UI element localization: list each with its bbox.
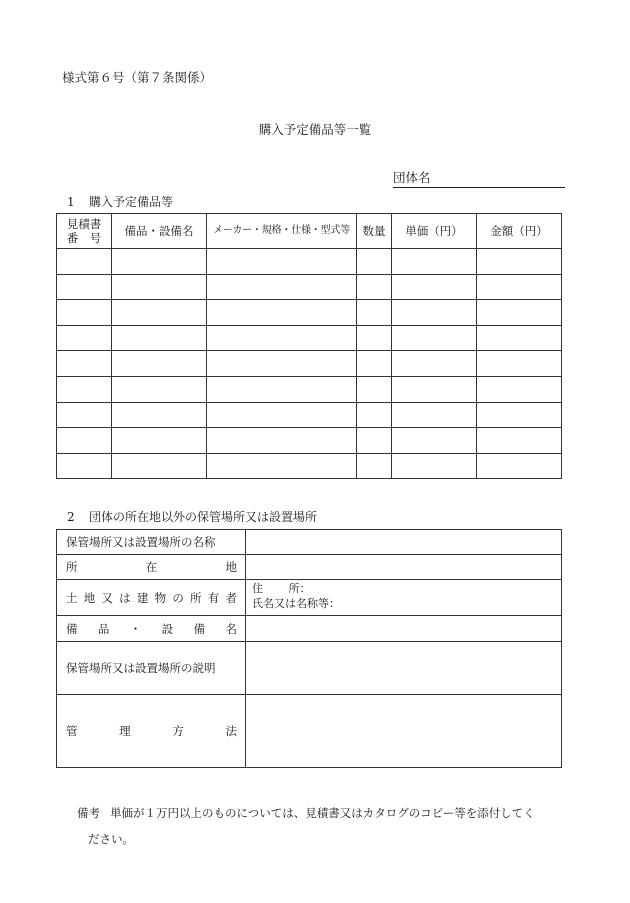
table-row: [57, 274, 562, 300]
table-row: [57, 428, 562, 454]
row-owner: [57, 580, 562, 616]
section2-number: 2: [67, 510, 75, 524]
item-cell-amount[interactable]: [477, 402, 562, 428]
table-row: [57, 325, 562, 351]
remarks-text-line2: ださい。: [88, 832, 134, 846]
form-number: 様式第６号（第７条関係）: [62, 70, 213, 85]
item-cell-maker[interactable]: [207, 428, 357, 454]
item-cell-unit_price[interactable]: [392, 274, 477, 300]
item-cell-equipment[interactable]: [112, 325, 207, 351]
label-char: 方: [172, 724, 184, 738]
table-row: [57, 376, 562, 402]
item-cell-maker[interactable]: [207, 351, 357, 377]
col-equipment-name: 備品・設備名: [112, 214, 207, 249]
label-char: 所: [66, 560, 78, 574]
location-field[interactable]: [246, 555, 562, 580]
remarks: [77, 800, 567, 852]
item-cell-unit_price[interactable]: [392, 325, 477, 351]
item-cell-quantity[interactable]: [357, 274, 392, 300]
item-cell-amount[interactable]: [477, 249, 562, 275]
item-cell-equipment[interactable]: [112, 453, 207, 479]
location-label: [57, 555, 246, 580]
label-char: 備: [193, 621, 206, 636]
label-char: ・: [129, 621, 142, 636]
item-cell-estimate_no[interactable]: [57, 274, 112, 300]
table-row: [57, 402, 562, 428]
item-cell-estimate_no[interactable]: [57, 249, 112, 275]
section1-title: 購入予定備品等: [89, 195, 174, 209]
label-char: 理: [119, 724, 131, 738]
item-cell-equipment[interactable]: [112, 402, 207, 428]
management-field[interactable]: [246, 695, 562, 768]
item-cell-quantity[interactable]: [357, 376, 392, 402]
item-cell-quantity[interactable]: [357, 402, 392, 428]
item-cell-amount[interactable]: [477, 428, 562, 454]
management-label: [57, 695, 246, 768]
item-cell-equipment[interactable]: [112, 376, 207, 402]
label-char: 管: [66, 724, 78, 738]
item-cell-estimate_no[interactable]: [57, 300, 112, 326]
section1-heading: [67, 193, 173, 210]
organization-name-label: 団体名: [393, 170, 431, 185]
item-cell-unit_price[interactable]: [392, 351, 477, 377]
organization-name-field[interactable]: [393, 168, 565, 188]
label-char: は: [119, 590, 131, 605]
label-char: の: [172, 590, 184, 605]
item-cell-amount[interactable]: [477, 325, 562, 351]
item-cell-estimate_no[interactable]: [57, 402, 112, 428]
item-cell-amount[interactable]: [477, 376, 562, 402]
section2-heading: [67, 508, 317, 525]
table-row: [57, 351, 562, 377]
owner-name-line: 氏名又は名称等：: [252, 596, 340, 610]
label-char: 土: [66, 590, 78, 605]
document-title: 購入予定備品等一覧: [258, 122, 372, 137]
item-cell-quantity[interactable]: [357, 351, 392, 377]
item-cell-equipment[interactable]: [112, 300, 207, 326]
col-unit-price: 単価（円）: [392, 214, 477, 249]
label-char: 者: [225, 590, 237, 605]
item-cell-unit_price[interactable]: [392, 453, 477, 479]
row-description: [57, 642, 562, 695]
item-cell-unit_price[interactable]: [392, 300, 477, 326]
section2-title: 団体の所在地以外の保管場所又は設置場所: [89, 510, 318, 524]
item-cell-unit_price[interactable]: [392, 402, 477, 428]
item-cell-maker[interactable]: [207, 402, 357, 428]
label-char: 在: [145, 560, 158, 574]
row-place-name: [57, 530, 562, 555]
item-cell-unit_price[interactable]: [392, 249, 477, 275]
label-char: 品: [97, 621, 110, 636]
equipment-label: [57, 616, 246, 642]
label-char: 地: [225, 560, 237, 574]
purchase-items-table: [56, 213, 562, 479]
remarks-text-line1: 単価が１万円以上のものについては、見積書又はカタログのコピー等を添付してく: [110, 806, 535, 820]
storage-location-table: [56, 529, 562, 768]
item-cell-estimate_no[interactable]: [57, 351, 112, 377]
label-char: 建: [136, 590, 149, 605]
item-cell-estimate_no[interactable]: [57, 325, 112, 351]
col-quantity: 数量: [357, 214, 392, 249]
equipment-field[interactable]: [246, 616, 562, 642]
item-cell-maker[interactable]: [207, 376, 357, 402]
label-char: 又: [101, 590, 113, 605]
row-management: [57, 695, 562, 768]
item-cell-maker[interactable]: [207, 325, 357, 351]
item-cell-equipment[interactable]: [112, 428, 207, 454]
remarks-label: 備考: [77, 806, 100, 820]
owner-field[interactable]: [246, 580, 562, 616]
item-cell-quantity[interactable]: [357, 300, 392, 326]
owner-label: [57, 580, 246, 616]
item-cell-equipment[interactable]: [112, 249, 207, 275]
row-location: [57, 555, 562, 580]
item-cell-quantity[interactable]: [357, 428, 392, 454]
item-cell-equipment[interactable]: [112, 274, 207, 300]
item-cell-maker[interactable]: [207, 300, 357, 326]
label-char: 名: [225, 621, 237, 636]
items-header-row: [57, 214, 562, 249]
table-row: [57, 300, 562, 326]
col-amount: 金額（円）: [477, 214, 562, 249]
label-char: 有: [207, 590, 220, 605]
label-char: 物: [154, 590, 167, 605]
label-char: 地: [83, 590, 96, 605]
item-cell-estimate_no[interactable]: [57, 453, 112, 479]
item-cell-estimate_no[interactable]: [57, 428, 112, 454]
row-equipment: [57, 616, 562, 642]
item-cell-maker[interactable]: [207, 249, 357, 275]
label-char: 住: [252, 582, 263, 595]
place-name-field[interactable]: [246, 530, 562, 555]
item-cell-unit_price[interactable]: [392, 376, 477, 402]
label-char: 所: [190, 590, 202, 605]
item-cell-equipment[interactable]: [112, 351, 207, 377]
table-row: [57, 453, 562, 479]
item-cell-unit_price[interactable]: [392, 428, 477, 454]
label-char: 法: [225, 724, 237, 738]
item-cell-quantity[interactable]: [357, 249, 392, 275]
owner-address-line: [252, 582, 555, 597]
description-field[interactable]: [246, 642, 562, 695]
description-label: 保管場所又は設置場所の説明: [57, 642, 246, 695]
item-cell-maker[interactable]: [207, 274, 357, 300]
item-cell-quantity[interactable]: [357, 325, 392, 351]
item-cell-estimate_no[interactable]: [57, 376, 112, 402]
item-cell-quantity[interactable]: [357, 453, 392, 479]
section1-number: 1: [67, 195, 75, 209]
label-char: 設: [161, 621, 174, 636]
item-cell-amount[interactable]: [477, 300, 562, 326]
item-cell-amount[interactable]: [477, 453, 562, 479]
item-cell-maker[interactable]: [207, 453, 357, 479]
label-char: 備: [66, 621, 78, 636]
item-cell-amount[interactable]: [477, 274, 562, 300]
table-row: [57, 249, 562, 275]
col-maker-spec: メーカー・規格・仕様・型式等: [207, 214, 357, 249]
place-name-label: 保管場所又は設置場所の名称: [57, 530, 246, 555]
item-cell-amount[interactable]: [477, 351, 562, 377]
col-estimate-no: 見積書 番 号: [57, 214, 112, 249]
label-char: 所：: [288, 582, 311, 595]
